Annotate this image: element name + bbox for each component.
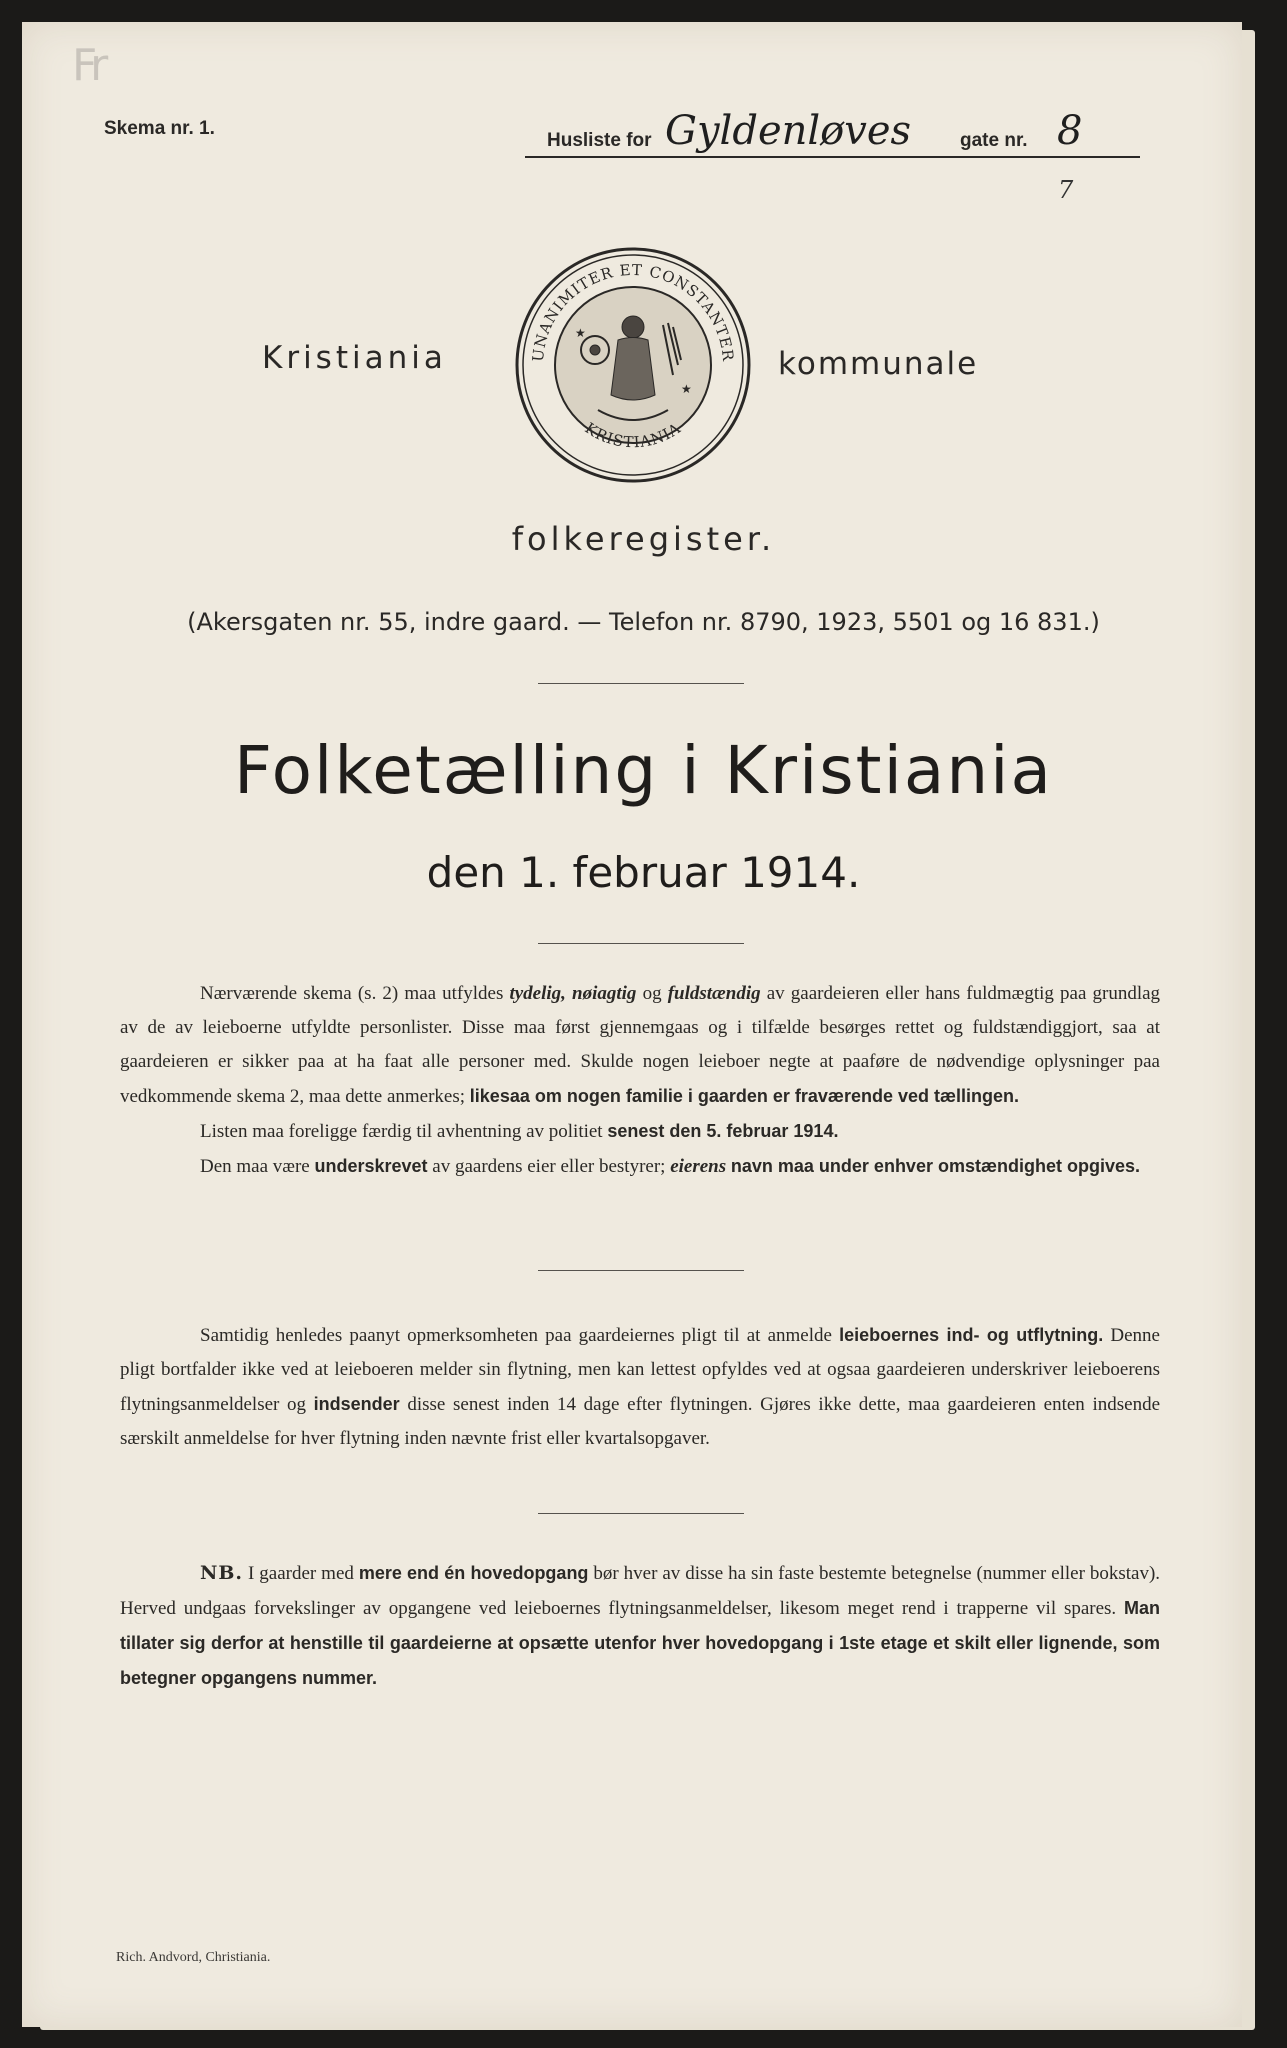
census-date: den 1. februar 1914. — [426, 848, 861, 897]
masthead-left: Kristiania — [262, 340, 447, 376]
seal-motto: UNANIMITER ET CONSTANTER — [528, 260, 738, 363]
instructions-paragraph-3: Den maa være underskrevet av gaardens eier eller bestyrer; eierens navn maa under enhver omstændighet opgives. — [200, 1156, 1140, 1177]
nb-paragraph: NB. I gaarder med mere end én hovedopgang bør hver av disse ha sin faste bestemte betegnelse (nummer eller bokstav). Herved undgaas forvekslinger av opgangene ved leieboernes flytningsanmeldelser, likesom meget rend i trapperne vil spares. Man tillater sig derfor at henstille til gaardeierne at opsætte utenfor hver hovedopgang i 1ste etage et skilt eller lignende, som betegner opgangens nummer. — [120, 1562, 1161, 1688]
masthead-subtitle: folkeregister. — [511, 520, 776, 558]
house-number-handwritten: 8 — [1057, 108, 1083, 154]
office-address: (Akersgaten nr. 55, indre gaard. — Telefon nr. 8790, 1923, 5501 og 16 831.) — [187, 608, 1100, 636]
masthead-right: kommunale — [778, 346, 979, 382]
instructions-paragraph-1: Nærværende skema (s. 2) maa utfyldes tydelig, nøiagtig og fuldstændig av gaardeieren eller hans fuldmægtig paa grundlag av de av leieboerne utfyldte personlister. Disse maa først gjennemgaas og i tilfælde besørges rettet og fuldstændiggjort, saa at gaardeieren er sikker paa at ha faat alle personer med. Skulde nogen leieboer negte at paaføre de nødvendige oplysninger paa vedkommende skema 2, maa dette anmerkes; likesaa om nogen familie i gaarden er fraværende ved tællingen. — [120, 983, 1161, 1107]
moving-notice-block — [120, 1318, 1160, 1456]
city-seal — [513, 245, 753, 485]
nb-block — [120, 1556, 1160, 1696]
divider — [538, 683, 744, 684]
gate-label: gate nr. — [960, 130, 1028, 151]
street-name-handwritten: Gyldenløves — [665, 108, 912, 154]
seal-city: KRISTIANIA — [581, 418, 685, 452]
divider — [538, 1270, 744, 1271]
moving-notice-paragraph: Samtidig henledes paanyt opmerksomheten paa gaardeiernes pligt til at anmelde leieboernes ind- og utflytning. Denne pligt bortfalder ikke ved at leieboeren melder sin flytning, men kan lettest opfyldes ved at ogsaa gaardeieren underskriver leieboerens flytningsanmeldelser og indsender disse senest inden 14 dage efter flytningen. Gjøres ikke dette, maa gaardeieren enten indsende særskilt anmeldelse for hver flytning inden nævnte frist eller kvartalsopgaver. — [120, 1325, 1161, 1449]
husliste-line — [525, 108, 1140, 158]
nb-label: NB. — [200, 1562, 244, 1584]
instructions-block — [120, 977, 1160, 1184]
husliste-label: Husliste for — [547, 130, 652, 151]
divider — [538, 943, 744, 944]
schema-label: Skema nr. 1. — [104, 118, 215, 139]
sub-number-handwritten: 7 — [1058, 176, 1074, 204]
svg-text:★: ★ — [681, 382, 692, 396]
divider — [538, 1513, 744, 1514]
printer-imprint: Rich. Andvord, Christiania. — [116, 1950, 271, 1965]
corner-stamp: Fr — [72, 40, 105, 91]
instructions-paragraph-2: Listen maa foreligge færdig til avhentning av politiet senest den 5. februar 1914. — [200, 1121, 839, 1142]
page-title: Folketælling i Kristiania — [234, 732, 1053, 809]
svg-text:★: ★ — [575, 326, 586, 340]
